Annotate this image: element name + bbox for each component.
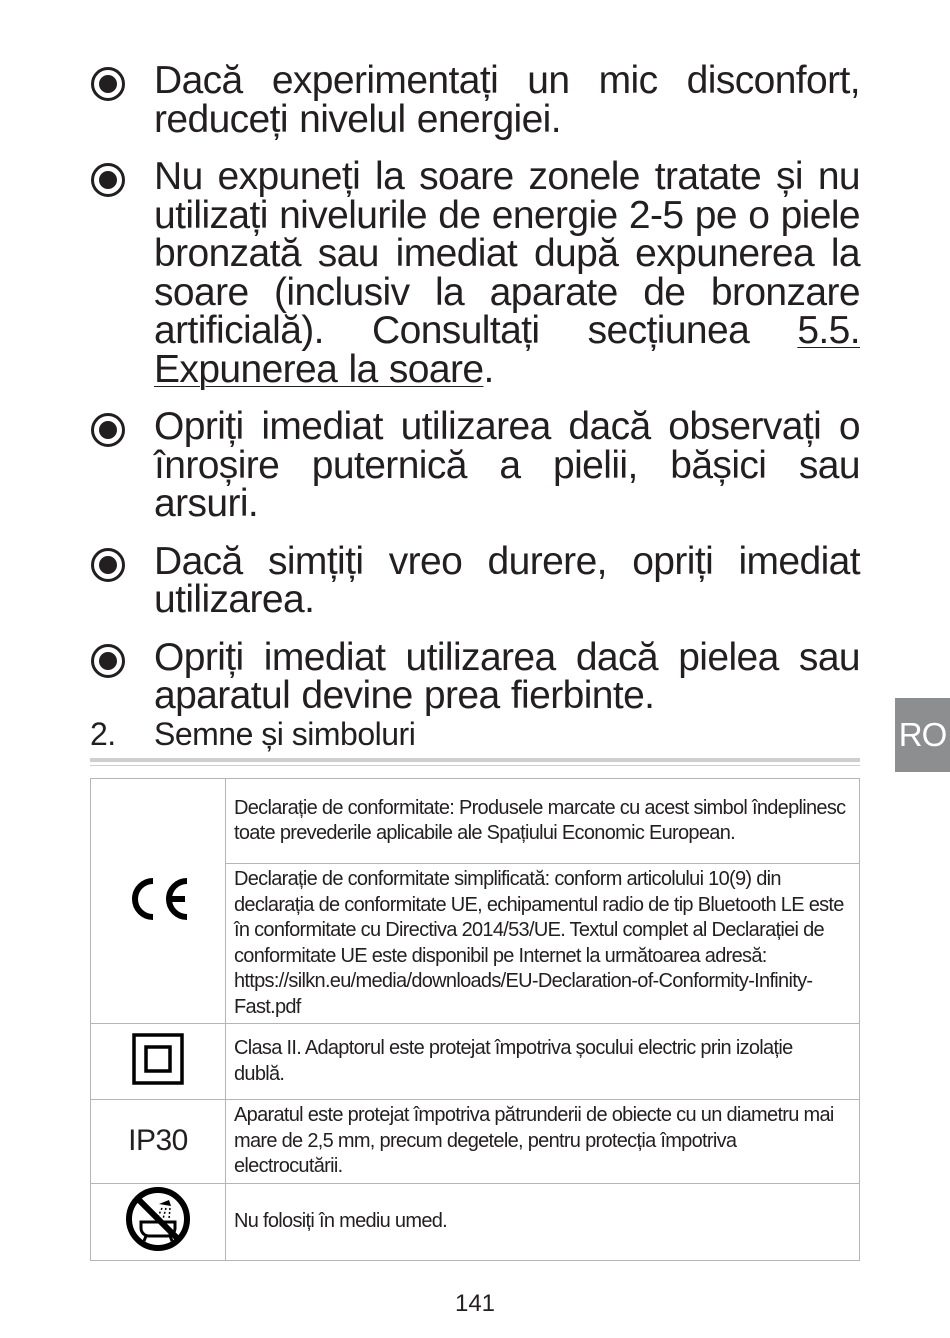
section-number: 2. (90, 716, 116, 752)
language-tab: RO (895, 698, 950, 772)
bullet-text: Dacă simțiți vreo durere, opriți imediat utilizarea. (154, 539, 860, 621)
ce-symbol-cell (91, 779, 226, 1024)
ce-declaration-text: Declarație de conformitate: Produsele marcate cu acest simbol îndeplinesc toate prevederile aplicabile ale Spațiului Economic European. (226, 779, 860, 864)
bullet-text (154, 155, 860, 391)
class2-symbol-cell (91, 1024, 226, 1100)
no-bathtub-use-icon (125, 1186, 191, 1252)
heading-divider (90, 758, 860, 762)
wet-symbol-cell (91, 1183, 226, 1260)
target-bullet-icon (90, 162, 126, 198)
bullet-text: Dacă experimentați un mic disconfort, reduceți nivelul energiei. (154, 59, 860, 141)
target-bullet-icon (90, 66, 126, 102)
target-bullet-icon (90, 412, 126, 448)
bullet-text-end: . (483, 347, 494, 391)
wet-environment-warning: Nu folosiți în mediu umed. (226, 1183, 860, 1260)
ce-simplified-declaration-text: Declarație de conformitate simplificată: conform articolului 10(9) din declarația de conformitate UE, echipamentul radio de tip Bluetooth LE este în conformitate cu Directiva 2014/53/UE. Textul complet al Declarației de conformitate UE este disponibil pe Internet la următoarea adresă: https://silkn.eu/media/downloads/EU-Declaration-of-Conformity-Infinity-Fast.pdf (226, 864, 860, 1024)
table-row (91, 779, 860, 864)
list-item (90, 155, 860, 391)
bullet-text-body: Nu expuneți la soare zonele tratate și nu utilizați nivelurile de energie 2-5 pe o piele bronzată sau imediat după expunerea la soare (inclusiv la aparate de bronzare artificială). Consultați secțiunea (154, 155, 860, 352)
table-row (91, 1024, 860, 1100)
section-title: Semne și simboluri (154, 716, 416, 752)
target-bullet-icon (90, 643, 126, 679)
table-row (91, 1183, 860, 1260)
section-heading (90, 714, 860, 754)
bullet-text: Opriți imediat utilizarea dacă pielea sau aparatul devine prea fierbinte. (154, 635, 860, 717)
section-link-sun-exposure[interactable]: 5.5. Expunerea la soare (154, 309, 860, 391)
safety-bullet-list (90, 59, 860, 735)
symbols-table (90, 778, 860, 1261)
bullet-text: Opriți imediat utilizarea dacă observați o înroșire puternică a pielii, bășici sau arsuri. (154, 405, 860, 525)
page-number: 141 (454, 1290, 496, 1317)
target-bullet-icon (90, 547, 126, 583)
double-insulation-icon (132, 1033, 184, 1085)
ce-mark-icon (125, 874, 191, 924)
ip30-symbol: IP30 (91, 1100, 226, 1184)
list-item (90, 405, 860, 525)
list-item (90, 59, 860, 141)
list-item (90, 635, 860, 717)
heading-divider-thin (90, 765, 860, 766)
class2-description: Clasa II. Adaptorul este protejat împotriva șocului electric prin izolație dublă. (226, 1024, 860, 1100)
list-item (90, 539, 860, 621)
ip30-description: Aparatul este protejat împotriva pătrunderii de obiecte cu un diametru mai mare de 2,5 mm, precum degetele, pentru protecția împotriva electrocutării. (226, 1100, 860, 1184)
table-row (91, 1100, 860, 1184)
